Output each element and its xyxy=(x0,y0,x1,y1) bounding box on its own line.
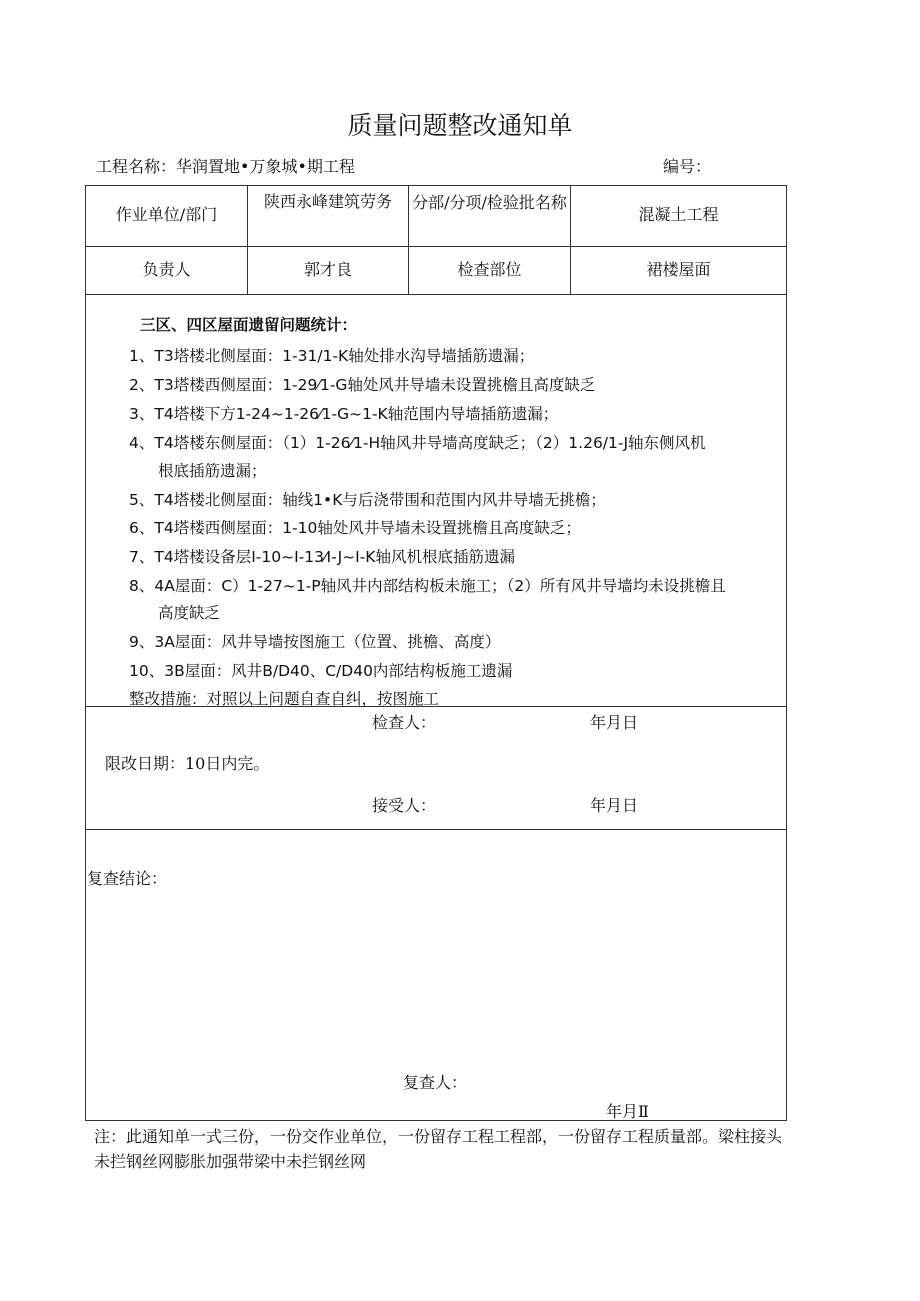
issue-item: 6、T4塔楼西侧屋面：1-10轴处风井导墙未设置挑檐且高度缺乏； xyxy=(129,519,581,537)
person-label: 负责人 xyxy=(142,260,191,279)
receiver-date: 年月日 xyxy=(590,796,639,815)
issue-item-continued: 高度缺乏 xyxy=(158,604,221,622)
part-value: 混凝土工程 xyxy=(638,205,719,224)
issues-heading: 三区、四区屋面遗留问题统计： xyxy=(140,316,358,334)
person-value: 郭才良 xyxy=(303,260,352,279)
issue-item: 2、T3塔楼西侧屋面：1-29⁄1-G轴处风井导墙未设置挑檐且高度缺乏 xyxy=(129,376,596,394)
footnote: 注：此通知单一式三份，一份交作业单位，一份留存工程工程部，一份留存工程质量部。梁柱接头未拦钢丝网膨胀加强带梁中未拦钢丝网 xyxy=(94,1127,783,1171)
issue-item: 8、4A屋面：C）1-27~1-P轴风井内部结构板未施工；（2）所有风井导墙均未设挑檐且 xyxy=(129,577,726,595)
inspector-date: 年月日 xyxy=(590,713,639,732)
issue-item: 10、3B屋面：风井B/D40、C/D40内部结构板施工遗漏 xyxy=(129,662,513,680)
issue-item: 4、T4塔楼东侧屋面：（1）1-26⁄1-H轴风井导墙高度缺乏；（2）1.26/1-J轴东侧风机 xyxy=(129,434,706,452)
corrective-measures: 整改措施：对照以上问题自查自纠，按图施工 xyxy=(129,690,440,708)
review-date: 年月Ⅱ xyxy=(606,1102,649,1121)
issue-item: 1、T3塔楼北侧屋面：1-31/1-K轴处排水沟导墙插筋遗漏； xyxy=(129,347,535,365)
part-label: 分部/分项/检验批名称 xyxy=(412,193,567,212)
inspector-label: 检查人： xyxy=(372,713,437,732)
reviewer-label: 复查人： xyxy=(403,1073,468,1092)
unit-label: 作业单位/部门 xyxy=(115,205,218,224)
issue-item: 3、T4塔楼下方1-24~1-26⁄1-G~1-K轴范围内导墙插筋遗漏； xyxy=(129,405,559,423)
serial-number-label: 编号： xyxy=(663,157,712,176)
location-value: 裙楼屋面 xyxy=(646,260,711,279)
issue-item: 5、T4塔楼北侧屋面：轴线1•K与后浇带围和范围内风井导墙无挑檐； xyxy=(129,491,606,509)
location-label: 检查部位 xyxy=(457,260,522,279)
issue-item: 9、3A屋面：风井导墙按图施工（位置、挑檐、高度） xyxy=(129,633,501,651)
receiver-label: 接受人： xyxy=(372,796,437,815)
page-title: 质量问题整改通知单 xyxy=(347,111,573,140)
unit-value: 陕西永峰建筑劳务 xyxy=(263,192,392,211)
project-name: 工程名称：华润置地•万象城•期工程 xyxy=(96,157,355,176)
deadline-text: 限改日期：10日内完。 xyxy=(105,754,270,773)
issue-item: 7、T4塔楼设备层I-10~I-13⁄I-J~I-K轴风机根底插筋遗漏 xyxy=(129,548,515,566)
issue-item-continued: 根底插筋遗漏； xyxy=(158,462,267,480)
review-conclusion-label: 复查结论： xyxy=(87,869,168,888)
